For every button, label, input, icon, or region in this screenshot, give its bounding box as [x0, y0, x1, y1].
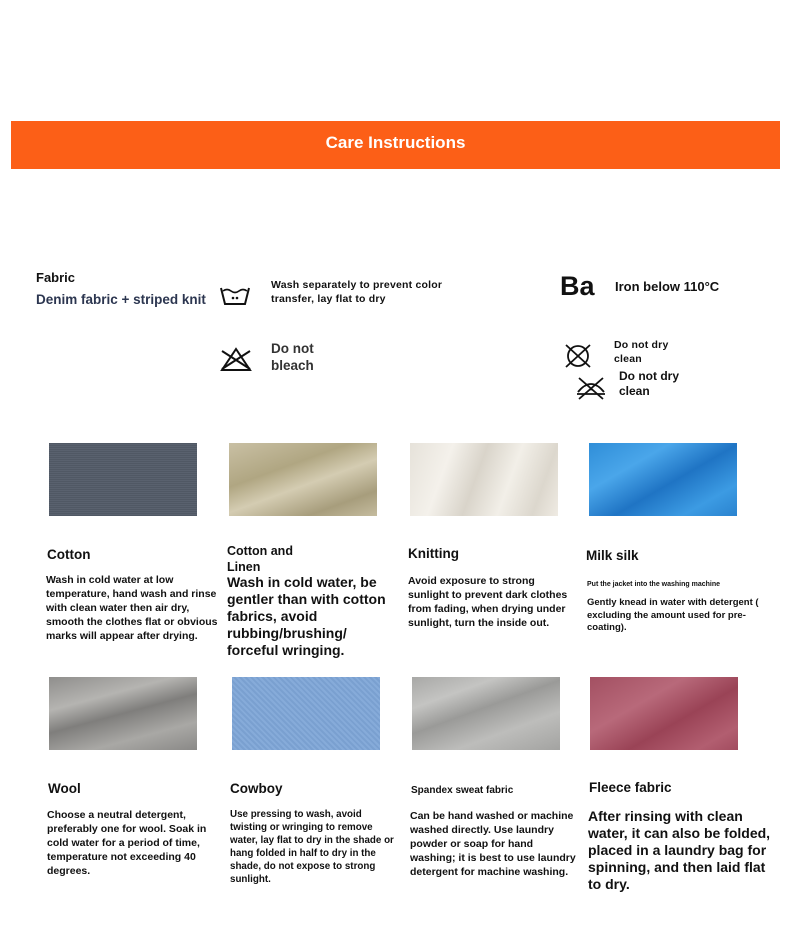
cotton-linen-swatch — [229, 443, 377, 516]
material-name: Wool — [48, 781, 81, 796]
wool-swatch — [49, 677, 197, 750]
material-desc: Gently knead in water with detergent ( excluding the amount used for pre-coating). — [587, 597, 759, 633]
fabric-value: Denim fabric + striped knit — [36, 292, 206, 307]
material-desc: After rinsing with clean water, it can also be folded, placed in a laundry bag for spinning, and then laid flat to dry. — [588, 808, 771, 892]
wash-text: Wash separately to prevent color transfer, lay flat to dry — [271, 279, 443, 305]
bleach-text: Do not bleach — [271, 341, 314, 373]
dry-clean-text-2: Do not dry clean — [619, 369, 679, 398]
no-dry-clean-icon — [562, 342, 594, 370]
material-name: Spandex sweat fabric — [411, 785, 514, 796]
material-name: Knitting — [408, 546, 459, 561]
material-name: Cowboy — [230, 781, 283, 796]
material-desc: Choose a neutral detergent, preferably one for wool. Soak in cold water for a period of time, temperature not exceeding 40 degrees. — [47, 809, 207, 877]
material-desc: Avoid exposure to strong sunlight to prevent dark clothes from fading, when drying under sunlight, turn the inside out. — [408, 575, 568, 629]
material-name: Cotton — [47, 547, 91, 562]
material-name: Fleece fabric — [589, 780, 672, 795]
dry-clean-text-1: Do not dry clean — [614, 339, 669, 365]
no-tumble-dry-icon — [573, 374, 609, 402]
cowboy-swatch — [232, 677, 380, 750]
knitting-swatch — [410, 443, 558, 516]
fabric-label: Fabric — [36, 270, 76, 285]
material-desc: Wash in cold water, be gentler than with cotton fabrics, avoid rubbing/brushing/ forceful wringing. — [227, 574, 386, 658]
iron-icon: Ba — [560, 271, 595, 301]
material-name: Milk silk — [586, 548, 639, 563]
iron-text: Iron below 110°C — [615, 279, 720, 294]
material-desc: Use pressing to wash, avoid twisting or wringing to remove water, lay flat to dry in the shade or hang folded in half to dry in the shade, do not expose to strong sunlight. — [230, 809, 394, 885]
page-title: Care Instructions — [325, 133, 466, 152]
material-note: Put the jacket into the washing machine — [587, 581, 721, 588]
material-desc: Can be hand washed or machine washed directly. Use laundry powder or soap for hand washing; it is best to use laundry detergent for machine washing. — [410, 810, 576, 878]
material-desc: Wash in cold water at low temperature, hand wash and rinse with clean water then air dry, smooth the clothes flat or obvious marks will appear after drying. — [46, 574, 218, 642]
material-name: Cotton and Linen — [227, 544, 293, 574]
spandex-swatch — [412, 677, 560, 750]
milk-silk-swatch — [589, 443, 737, 516]
no-bleach-icon — [219, 345, 253, 373]
cotton-swatch — [49, 443, 197, 516]
fleece-swatch — [590, 677, 738, 750]
wash-basin-icon — [219, 282, 251, 308]
